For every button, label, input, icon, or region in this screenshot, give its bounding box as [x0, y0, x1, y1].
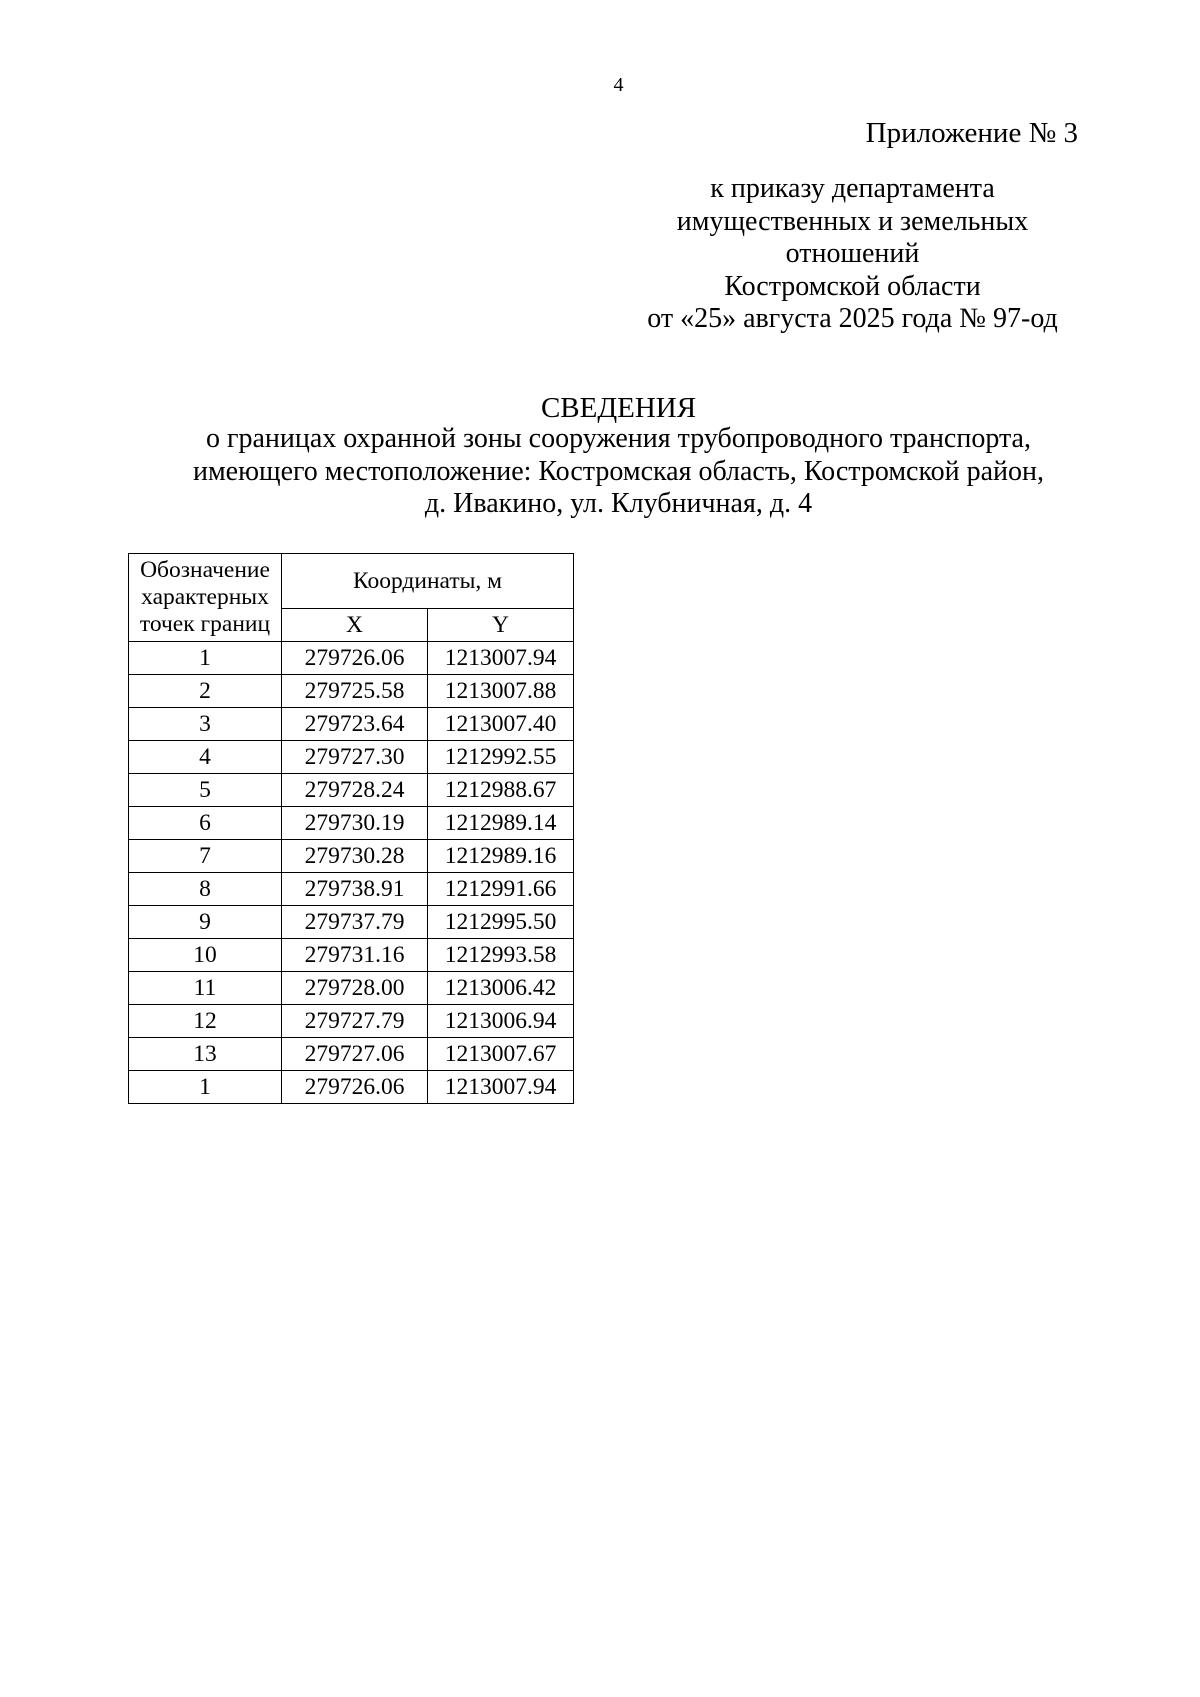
table-row	[129, 840, 574, 873]
y-coordinate-cell: 1212988.67	[428, 774, 574, 807]
point-number-cell: 5	[129, 774, 282, 807]
subtitle-line: д. Ивакино, ул. Клубничная, д. 4	[424, 488, 813, 520]
order-line: к приказу департамента	[710, 173, 995, 204]
table-row	[129, 807, 574, 840]
point-number-cell: 10	[129, 939, 282, 972]
x-coordinate-cell: 279728.24	[282, 774, 428, 807]
x-coordinate-cell: 279730.28	[282, 840, 428, 873]
point-number-cell: 3	[129, 708, 282, 741]
header-coordinates: Координаты, м	[282, 554, 574, 609]
y-coordinate-cell: 1213007.67	[428, 1038, 574, 1071]
table-row	[129, 708, 574, 741]
order-line: отношений	[785, 238, 920, 269]
x-coordinate-cell: 279738.91	[282, 873, 428, 906]
y-coordinate-cell: 1212989.14	[428, 807, 574, 840]
x-coordinate-cell: 279731.16	[282, 939, 428, 972]
y-coordinate-cell: 1213007.40	[428, 708, 574, 741]
table-row	[129, 873, 574, 906]
y-coordinate-cell: 1212989.16	[428, 840, 574, 873]
x-coordinate-cell: 279726.06	[282, 1071, 428, 1104]
table-row	[129, 1071, 574, 1104]
x-coordinate-cell: 279727.30	[282, 741, 428, 774]
y-coordinate-cell: 1212991.66	[428, 873, 574, 906]
y-coordinate-cell: 1213007.88	[428, 675, 574, 708]
table-row	[129, 1005, 574, 1038]
x-coordinate-cell: 279727.79	[282, 1005, 428, 1038]
header-x: X	[282, 609, 428, 642]
point-number-cell: 7	[129, 840, 282, 873]
document-title: СВЕДЕНИЯ	[540, 392, 697, 424]
x-coordinate-cell: 279728.00	[282, 972, 428, 1005]
y-coordinate-cell: 1213007.94	[428, 1071, 574, 1104]
point-number-cell: 11	[129, 972, 282, 1005]
table-row	[129, 741, 574, 774]
document-subtitle	[0, 423, 1200, 521]
y-coordinate-cell: 1213006.42	[428, 972, 574, 1005]
page-number: 4	[613, 74, 624, 96]
point-number-cell: 1	[129, 1071, 282, 1104]
point-number-cell: 2	[129, 675, 282, 708]
order-line: имущественных и земельных	[676, 205, 1029, 237]
point-number-cell: 6	[129, 807, 282, 840]
subtitle-line: имеющего местоположение: Костромская область, Костромской район,	[192, 455, 1045, 487]
table-row	[129, 906, 574, 939]
point-number-cell: 9	[129, 906, 282, 939]
y-coordinate-cell: 1212993.58	[428, 939, 574, 972]
subtitle-line: о границах охранной зоны сооружения трубопроводного транспорта,	[206, 423, 1031, 454]
x-coordinate-cell: 279727.06	[282, 1038, 428, 1071]
point-number-cell: 8	[129, 873, 282, 906]
table-row	[129, 939, 574, 972]
x-coordinate-cell: 279737.79	[282, 906, 428, 939]
table-row	[129, 1038, 574, 1071]
appendix-title: Приложение № 3	[865, 117, 1078, 149]
y-coordinate-cell: 1212992.55	[428, 741, 574, 774]
point-number-cell: 1	[129, 642, 282, 675]
header-y: Y	[428, 609, 574, 642]
table-row	[129, 774, 574, 807]
table-body	[129, 642, 574, 1104]
order-line: Костромской области	[724, 270, 981, 302]
x-coordinate-cell: 279723.64	[282, 708, 428, 741]
point-number-cell: 4	[129, 741, 282, 774]
order-reference	[540, 173, 1165, 336]
x-coordinate-cell: 279725.58	[282, 675, 428, 708]
order-line: от «25» августа 2025 года № 97-од	[647, 303, 1058, 334]
coordinates-table	[128, 553, 574, 1104]
header-points: Обозначение характерных точек границ	[129, 554, 282, 642]
x-coordinate-cell: 279726.06	[282, 642, 428, 675]
point-number-cell: 12	[129, 1005, 282, 1038]
y-coordinate-cell: 1213007.94	[428, 642, 574, 675]
table-row	[129, 972, 574, 1005]
x-coordinate-cell: 279730.19	[282, 807, 428, 840]
table-row	[129, 642, 574, 675]
point-number-cell: 13	[129, 1038, 282, 1071]
y-coordinate-cell: 1212995.50	[428, 906, 574, 939]
table-row	[129, 675, 574, 708]
y-coordinate-cell: 1213006.94	[428, 1005, 574, 1038]
